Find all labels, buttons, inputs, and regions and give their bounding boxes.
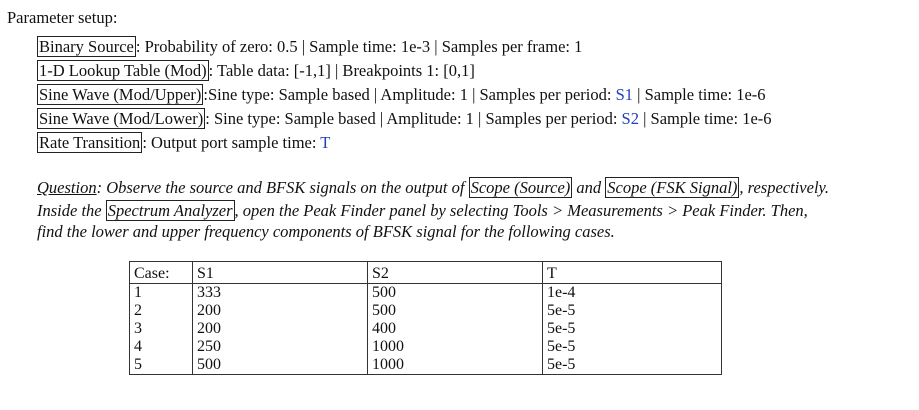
header-t: T [543,262,722,284]
block-name-sine-lower: Sine Wave (Mod/Lower) [39,109,204,128]
cell-case: 3 [130,320,193,338]
param-line-sine-lower [37,111,772,128]
cell-s1: 500 [193,356,368,375]
cell-s2: 1000 [368,338,543,356]
block-name-binary-source: Binary Source [39,37,134,56]
table-row [130,356,722,375]
cell-t: 5e-5 [543,320,722,338]
setup-heading: Parameter setup: [7,8,118,27]
param-line-sine-upper [37,87,766,104]
param-text: : Probability of zero: 0.5 | Sample time: 1e-3 | Samples per frame: 1 [135,37,583,56]
table-row [130,284,722,303]
cell-s2: 500 [368,302,543,320]
variable-s2: S2 [621,109,639,128]
block-name-sine-upper: Sine Wave (Mod/Upper) [39,85,202,104]
param-text: :Sine type: Sample based | Amplitude: 1 | Samples per period: [203,85,616,104]
scope-fsk-name: Scope (FSK Signal) [607,178,738,197]
cell-t: 5e-5 [543,338,722,356]
cell-s1: 333 [193,284,368,303]
cell-t: 5e-5 [543,302,722,320]
param-text: : Output port sample time: [142,133,321,152]
table-row [130,320,722,338]
param-line-binary-source [37,39,582,56]
header-s2: S2 [368,262,543,284]
cell-s1: 250 [193,338,368,356]
header-s1: S1 [193,262,368,284]
cell-s2: 1000 [368,356,543,375]
question-line-2 [37,203,808,220]
param-text: : Sine type: Sample based | Amplitude: 1 | Samples per period: [205,109,622,128]
question-text: , open the Peak Finder panel by selecting Tools > Measurements > Peak Finder. Then, [234,201,808,220]
cell-case: 4 [130,338,193,356]
question-label: Question [37,178,97,197]
cell-t: 5e-5 [543,356,722,375]
param-line-lookup-table [37,63,475,80]
param-text: : Table data: [-1,1] | Breakpoints 1: [0,1] [208,61,475,80]
param-tail: | Sample time: 1e-6 [638,109,772,128]
cell-t: 1e-4 [543,284,722,303]
cell-s1: 200 [193,302,368,320]
question-text: , respectively. [739,178,830,197]
spectrum-analyzer-name: Spectrum Analyzer [107,201,233,220]
cell-s2: 500 [368,284,543,303]
cell-case: 1 [130,284,193,303]
table-header-row [130,262,722,284]
question-line-3: find the lower and upper frequency components of BFSK signal for the following cases. [37,222,615,241]
block-name-lookup-table: 1-D Lookup Table (Mod) [39,61,207,80]
question-text: Inside the [37,201,106,220]
table-row [130,338,722,356]
scope-source-name: Scope (Source) [470,178,571,197]
header-case: Case: [130,262,193,284]
param-tail: | Sample time: 1e-6 [633,85,766,104]
variable-t: T [320,133,331,152]
question-line-1 [37,180,829,197]
variable-s1: S1 [615,85,634,104]
cell-s2: 400 [368,320,543,338]
cell-case: 2 [130,302,193,320]
block-name-rate-transition: Rate Transition [39,133,141,152]
question-text: and [572,178,606,197]
cell-s1: 200 [193,320,368,338]
cases-table [129,261,722,375]
table-row [130,302,722,320]
question-text: : Observe the source and BFSK signals on the output of [96,178,469,197]
cell-case: 5 [130,356,193,375]
param-line-rate-transition [37,135,330,152]
